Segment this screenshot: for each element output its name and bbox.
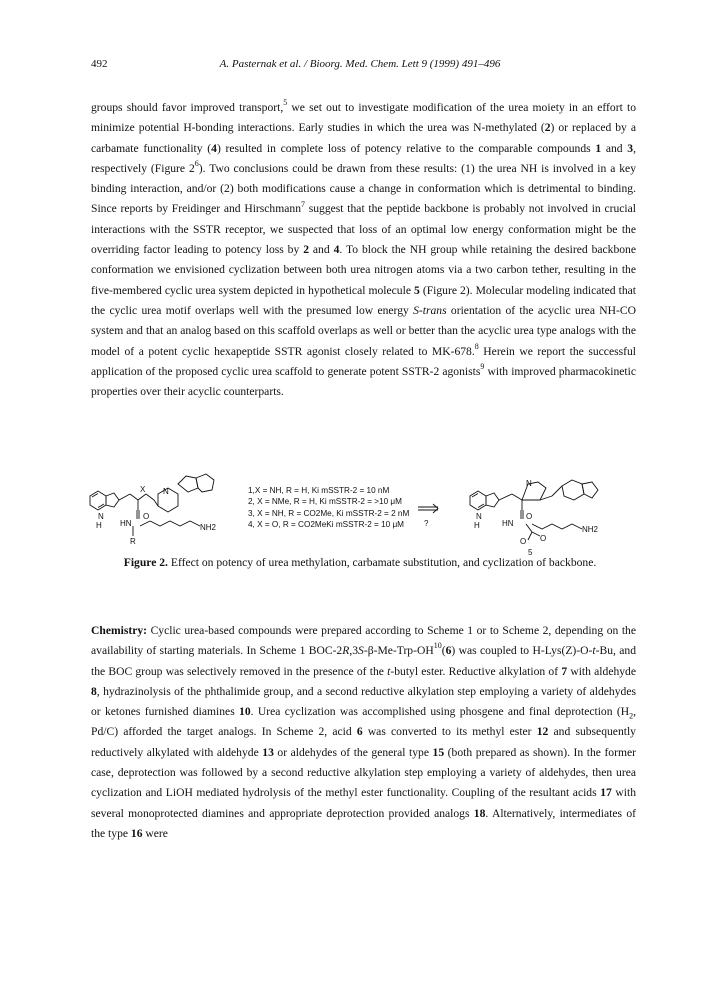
page-number: 492	[91, 58, 108, 70]
svg-text:HN: HN	[502, 519, 514, 528]
running-title: A. Pasternak et al. / Bioorg. Med. Chem. Lett 9 (1999) 491–496	[219, 58, 501, 70]
caption-label: Figure 2.	[123, 556, 168, 569]
svg-text:N: N	[476, 512, 482, 521]
svg-text:N: N	[163, 487, 169, 496]
legend-compound-2: 2, X = NMe, R = H, Ki mSSTR-2 = >10 μM	[248, 497, 402, 507]
legend-compound-4: 4, X = O, R = CO2MeKi mSSTR-2 = 10 μM	[248, 519, 405, 529]
svg-text:O: O	[540, 534, 547, 543]
svg-text:HN: HN	[120, 519, 132, 528]
paragraph-intro: groups should favor improved transport,$^5$ we set out to investigate modification of the urea moiety in an effort to minimize potential H-bonding interactions. Early studies in which the urea was N-methylated (2) or replaced by a carbamate functionality (4) resulted in complete loss of potency relative to the comparable compounds 1 and 3, respectively (Figure $2^6$). Two conclusions could be drawn from these results: (1) the urea NH is involved in a key binding interaction, and/or (2) both modifications cause a change in conformation which is detrimental to binding. Since reports by Freidinger and Hirschmann$^7$ suggest that the peptide backbone is probably not involved in crucial interactions with the SSTR receptor, we suspected that loss of an optimal low energy conformation might be the overriding factor leading to potency loss by 2 and 4. To block the NH group while retaining the desired backbone conformation we envisioned cyclization between both urea nitrogen atoms via a two carbon tether, resulting in the five-membered cyclic urea system depicted in hypothetical molecule 5 (Figure 2). Molecular modeling indicated that the cyclic urea motif overlaps well with the presumed low energy S-trans orientation of the acyclic urea NH-CO system and that an analog based on this scaffold overlaps as well or better than the acyclic urea type analogs with the model of a potent cyclic hexapeptide SSTR agonist closely related to MK-678.$^8$ Herein we report the successful application of the proposed cyclic urea scaffold to generate potent SSTR-2 agonists$^9$ with improved pharmacokinetic properties over their acyclic counterparts.	[91, 98, 637, 399]
legend-compound-1: 1,X = NH, R = H, Ki mSSTR-2 = 10 nM	[248, 486, 390, 495]
figure-legend	[248, 485, 409, 530]
paragraph-chemistry: Chemistry: Cyclic urea-based compounds were prepared according to Scheme 1 or to Scheme 2, depending on the availability of starting materials. In Scheme 1 BOC-2R,3S-β-Me-Trp-OH$^{10}$(6) was coupled to H-Lys(Z)-O-t-Bu, and the BOC group was selectively removed in the presence of the t-butyl ester. Reductive alkylation of 7 with aldehyde 8, hydrazinolysis of the phthalimide group, and a second reductive alkylation step employing a variety of aldehydes or ketones furnished diamines 10. Urea cyclization was accomplished using phosgene and final deprotection ($H_2$, Pd/C) afforded the target analogs. In Scheme 2, acid 6 was converted to its methyl ester 12 and subsequently reductively alkylated with aldehyde 13 or aldehydes of the general type 15 (both prepared as shown). In the former case, deprotection was followed by a second reductive alkylation step employing a variety of aldehydes, then urea cyclization and LiOH mediated hydrolysis of the methyl ester functionality. Coupling of the resultant acids 17 with several monoprotected diamines and appropriate deprotection provided analogs 18. Alternatively, intermediates of the type 16 were	[91, 624, 636, 840]
svg-text:O: O	[526, 512, 533, 521]
svg-text:R: R	[130, 537, 136, 546]
svg-text:O: O	[143, 512, 150, 521]
caption-text: Effect on potency of urea methylation, carbamate substitution, and cyclization of backbone.	[167, 556, 597, 569]
figure-caption	[0, 556, 720, 569]
svg-text:H: H	[96, 521, 102, 530]
legend-compound-3: 3, X = NH, R = CO2Me, Ki mSSTR-2 = 2 nM	[248, 508, 410, 518]
svg-text:N: N	[98, 512, 104, 521]
svg-text:O: O	[520, 537, 527, 546]
svg-text:N: N	[526, 479, 532, 488]
svg-text:NH2: NH2	[200, 523, 217, 532]
svg-text:H: H	[474, 521, 480, 530]
svg-text:?: ?	[424, 519, 429, 528]
svg-text:X: X	[140, 485, 146, 494]
svg-text:NH2: NH2	[582, 525, 599, 534]
svg-text:5: 5	[528, 548, 533, 557]
